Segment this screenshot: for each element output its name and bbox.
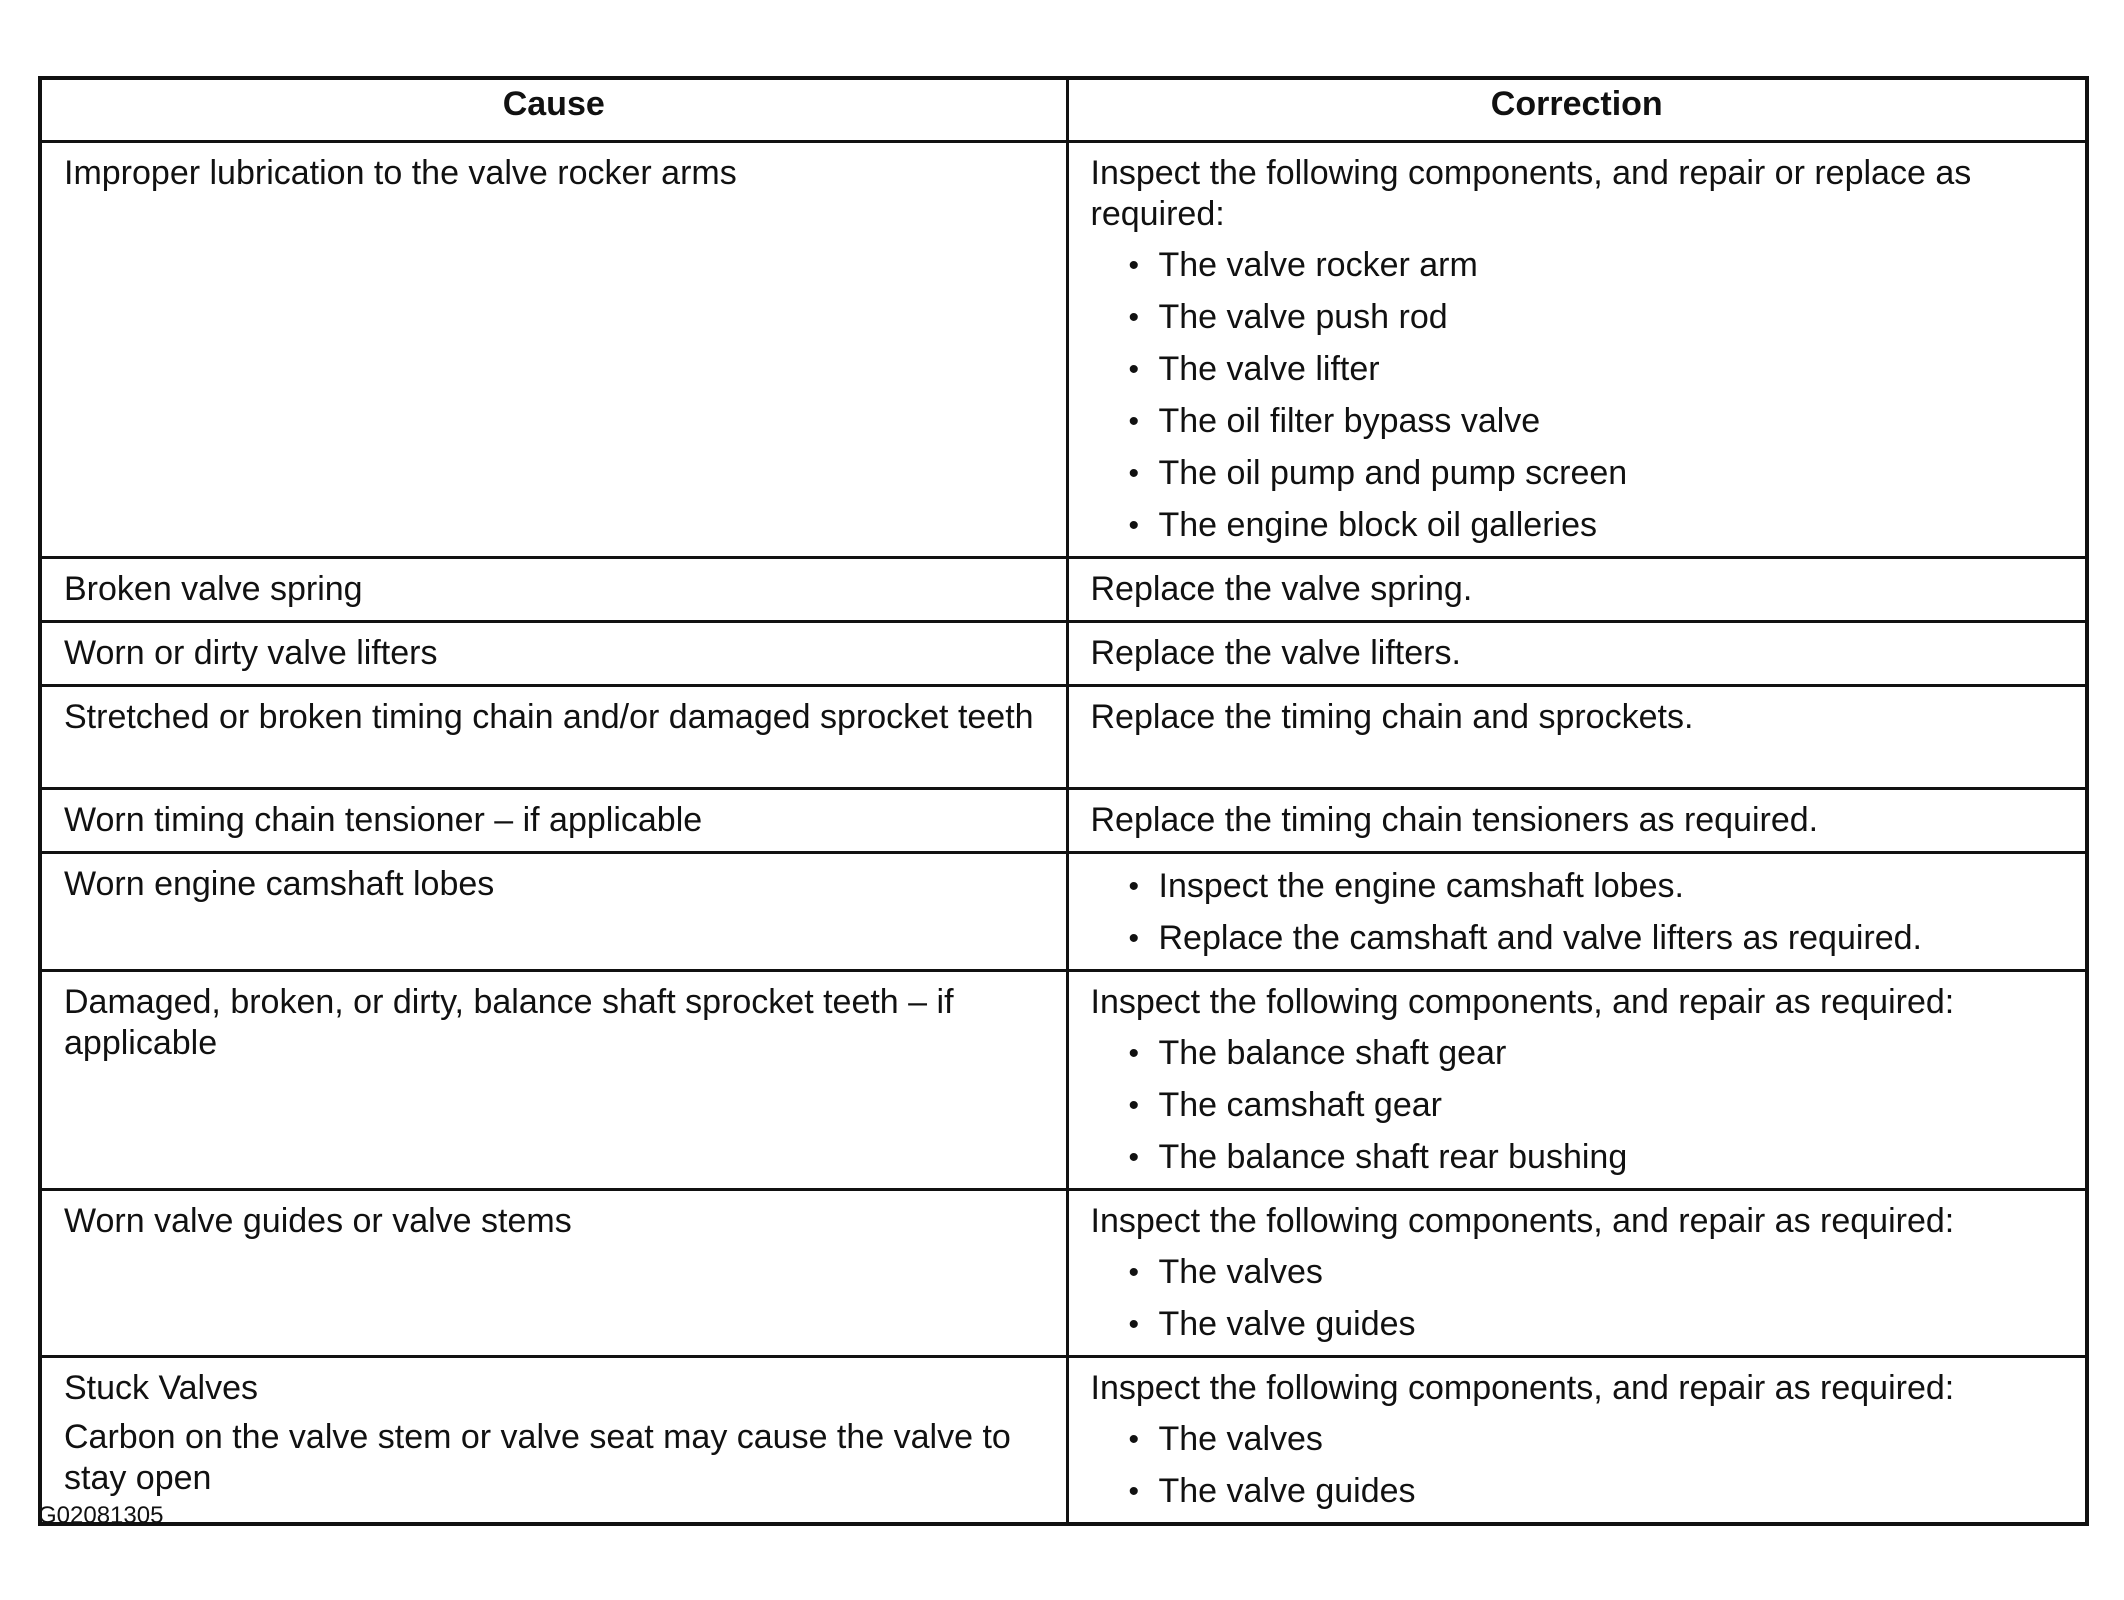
cause-text: Damaged, broken, or dirty, balance shaft sprocket teeth – if applicable [64,983,954,1062]
list-item: • The valve guides [1128,1305,1416,1343]
correction-cell [1067,971,2085,1190]
cause-text: Worn valve guides or valve stems [64,1202,572,1240]
bullet-icon: • [1128,1308,1140,1341]
cause-cell [42,789,1067,853]
table-row [42,971,2085,1190]
correction-bullet-list [1091,245,2068,546]
table-row [42,1357,2085,1523]
bullet-icon: • [1128,301,1140,334]
table-row [42,853,2085,971]
table-row [42,1190,2085,1357]
correction-cell [1067,142,2085,558]
list-item: • Replace the camshaft and valve lifters as required. [1128,919,1923,957]
cause-cell [42,686,1067,789]
figure-id: G02081305 [38,1502,164,1529]
cause-text: Broken valve spring [64,570,363,608]
correction-text: Replace the timing chain tensioners as required. [1090,801,1819,839]
table-row [42,622,2085,686]
bullet-icon: • [1128,1141,1140,1174]
cause-cell [42,853,1067,971]
correction-cell [1067,789,2085,853]
header-correction: Correction [1067,80,2085,142]
diagnosis-table-frame [38,76,2089,1526]
correction-bullet-list [1091,866,2068,959]
correction-cell [1067,558,2085,622]
cause-cell [42,1190,1067,1357]
cause-text: Stuck Valves [64,1369,259,1407]
table-row [42,686,2085,789]
correction-cell [1067,622,2085,686]
table-row [42,789,2085,853]
correction-text: Replace the valve lifters. [1090,634,1461,672]
cause-note: Carbon on the valve stem or valve seat may cause the valve to stay open [64,1418,1011,1497]
list-item: • The valves [1128,1253,1323,1291]
table-header-row [42,80,2085,142]
list-item: • The valve guides [1128,1472,1416,1510]
table-row [42,142,2085,558]
bullet-icon: • [1128,1256,1140,1289]
bullet-icon: • [1128,457,1140,490]
table-row [42,558,2085,622]
bullet-icon: • [1128,405,1140,438]
correction-cell [1067,1190,2085,1357]
correction-bullet-list [1091,1419,2068,1512]
cause-cell [42,558,1067,622]
correction-text: Inspect the following components, and repair as required: [1090,1369,1955,1407]
bullet-icon: • [1128,1423,1140,1456]
list-item: • The camshaft gear [1128,1086,1442,1124]
diagnosis-table [42,80,2085,1522]
bullet-icon: • [1128,870,1140,903]
cause-text: Worn timing chain tensioner – if applicable [64,801,703,839]
correction-cell [1067,1357,2085,1523]
list-item: • The balance shaft gear [1128,1034,1507,1072]
list-item: • The oil pump and pump screen [1128,454,1628,492]
list-item: • The balance shaft rear bushing [1128,1138,1628,1176]
list-item: • Inspect the engine camshaft lobes. [1128,867,1684,905]
cause-text: Improper lubrication to the valve rocker arms [64,154,737,192]
cause-cell [42,1357,1067,1523]
header-cause: Cause [42,80,1067,142]
correction-cell [1067,686,2085,789]
correction-text: Inspect the following components, and repair as required: [1090,983,1955,1021]
correction-text: Replace the valve spring. [1090,570,1473,608]
bullet-icon: • [1128,249,1140,282]
bullet-icon: • [1128,1037,1140,1070]
correction-cell [1067,853,2085,971]
cause-cell [42,971,1067,1190]
correction-text: Replace the timing chain and sprockets. [1090,698,1694,736]
list-item: • The engine block oil galleries [1128,506,1597,544]
cause-text: Worn or dirty valve lifters [64,634,438,672]
correction-text: Inspect the following components, and repair or replace as required: [1090,154,1972,233]
correction-text: Inspect the following components, and repair as required: [1090,1202,1955,1240]
correction-bullet-list [1091,1033,2068,1178]
correction-bullet-list [1091,1252,2068,1345]
list-item: • The valve lifter [1128,350,1380,388]
list-item: • The oil filter bypass valve [1128,402,1541,440]
bullet-icon: • [1128,1475,1140,1508]
list-item: • The valve rocker arm [1128,246,1478,284]
cause-cell [42,142,1067,558]
list-item: • The valve push rod [1128,298,1448,336]
cause-text: Stretched or broken timing chain and/or damaged sprocket teeth [64,698,1034,736]
bullet-icon: • [1128,353,1140,386]
cause-cell [42,622,1067,686]
bullet-icon: • [1128,509,1140,542]
cause-text: Worn engine camshaft lobes [64,865,495,903]
list-item: • The valves [1128,1420,1323,1458]
bullet-icon: • [1128,922,1140,955]
bullet-icon: • [1128,1089,1140,1122]
